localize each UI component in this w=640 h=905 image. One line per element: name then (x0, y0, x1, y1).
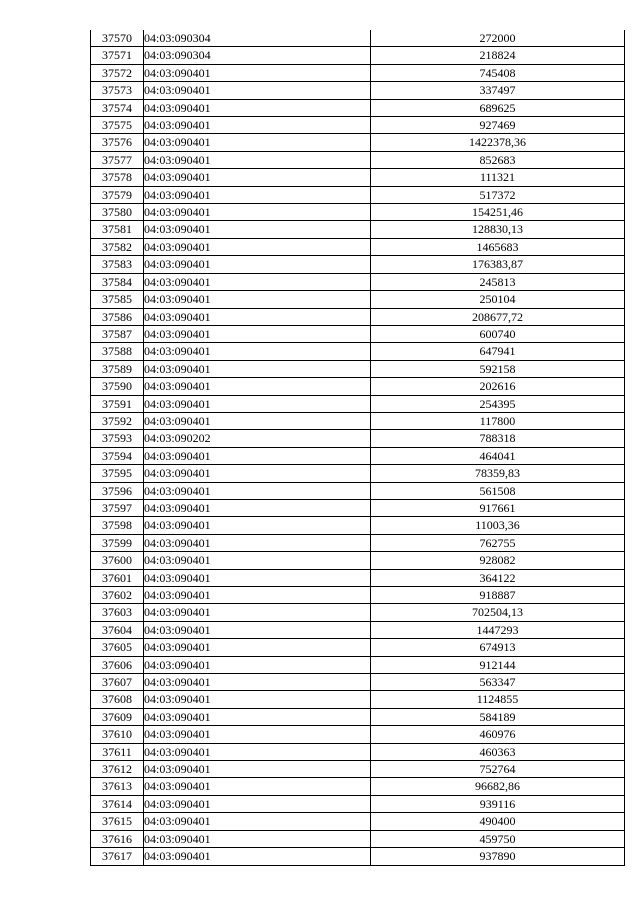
row-id-cell: 37602 (91, 587, 144, 604)
row-amount-cell: 117800 (371, 412, 625, 429)
table-row (91, 639, 625, 656)
table-row (91, 412, 625, 429)
row-amount-cell: 563347 (371, 674, 625, 691)
row-amount-cell: 912144 (371, 656, 625, 673)
row-amount-cell: 674913 (371, 639, 625, 656)
row-code-cell: 04:03:090202 (144, 430, 371, 447)
table-row (91, 447, 625, 464)
row-code-cell: 04:03:090401 (144, 569, 371, 586)
row-id-cell: 37594 (91, 447, 144, 464)
table-row (91, 430, 625, 447)
row-code-cell: 04:03:090401 (144, 761, 371, 778)
table-row (91, 691, 625, 708)
row-amount-cell: 250104 (371, 291, 625, 308)
row-code-cell: 04:03:090401 (144, 795, 371, 812)
table-row (91, 325, 625, 342)
row-amount-cell: 218824 (371, 47, 625, 64)
row-amount-cell: 208677,72 (371, 308, 625, 325)
table-row (91, 499, 625, 516)
row-amount-cell: 788318 (371, 430, 625, 447)
row-id-cell: 37598 (91, 517, 144, 534)
row-amount-cell: 745408 (371, 64, 625, 81)
table-row (91, 221, 625, 238)
row-code-cell: 04:03:090401 (144, 412, 371, 429)
row-code-cell: 04:03:090401 (144, 151, 371, 168)
row-amount-cell: 176383,87 (371, 256, 625, 273)
row-id-cell: 37575 (91, 117, 144, 134)
table-row (91, 621, 625, 638)
row-code-cell: 04:03:090401 (144, 813, 371, 830)
table-row (91, 587, 625, 604)
row-id-cell: 37612 (91, 761, 144, 778)
row-code-cell: 04:03:090401 (144, 465, 371, 482)
row-amount-cell: 937890 (371, 848, 625, 865)
row-amount-cell: 928082 (371, 552, 625, 569)
row-amount-cell: 939116 (371, 795, 625, 812)
table-row (91, 778, 625, 795)
row-amount-cell: 762755 (371, 534, 625, 551)
row-code-cell: 04:03:090401 (144, 308, 371, 325)
table-row (91, 99, 625, 116)
table-row (91, 204, 625, 221)
row-id-cell: 37578 (91, 169, 144, 186)
row-code-cell: 04:03:090401 (144, 639, 371, 656)
row-code-cell: 04:03:090401 (144, 604, 371, 621)
table-row (91, 343, 625, 360)
row-id-cell: 37608 (91, 691, 144, 708)
row-amount-cell: 202616 (371, 378, 625, 395)
table-row (91, 291, 625, 308)
row-code-cell: 04:03:090401 (144, 587, 371, 604)
row-id-cell: 37605 (91, 639, 144, 656)
row-amount-cell: 272000 (371, 30, 625, 47)
row-id-cell: 37613 (91, 778, 144, 795)
row-amount-cell: 154251,46 (371, 204, 625, 221)
table-row (91, 761, 625, 778)
row-code-cell: 04:03:090401 (144, 447, 371, 464)
row-amount-cell: 460363 (371, 743, 625, 760)
row-amount-cell: 96682,86 (371, 778, 625, 795)
row-amount-cell: 490400 (371, 813, 625, 830)
row-id-cell: 37579 (91, 186, 144, 203)
row-amount-cell: 1447293 (371, 621, 625, 638)
table-row (91, 308, 625, 325)
row-id-cell: 37572 (91, 64, 144, 81)
row-code-cell: 04:03:090401 (144, 830, 371, 847)
table-body (91, 30, 625, 865)
table-row (91, 47, 625, 64)
row-id-cell: 37587 (91, 325, 144, 342)
table-row (91, 360, 625, 377)
row-id-cell: 37584 (91, 273, 144, 290)
row-id-cell: 37576 (91, 134, 144, 151)
table-row (91, 465, 625, 482)
row-amount-cell: 852683 (371, 151, 625, 168)
row-amount-cell: 11003,36 (371, 517, 625, 534)
row-id-cell: 37583 (91, 256, 144, 273)
row-code-cell: 04:03:090401 (144, 186, 371, 203)
table-row (91, 743, 625, 760)
table-row (91, 569, 625, 586)
row-amount-cell: 460976 (371, 726, 625, 743)
row-code-cell: 04:03:090401 (144, 517, 371, 534)
row-code-cell: 04:03:090401 (144, 82, 371, 99)
row-id-cell: 37601 (91, 569, 144, 586)
row-code-cell: 04:03:090401 (144, 656, 371, 673)
row-code-cell: 04:03:090401 (144, 743, 371, 760)
row-amount-cell: 78359,83 (371, 465, 625, 482)
row-code-cell: 04:03:090401 (144, 482, 371, 499)
row-amount-cell: 464041 (371, 447, 625, 464)
table-row (91, 64, 625, 81)
table-row (91, 482, 625, 499)
row-id-cell: 37617 (91, 848, 144, 865)
row-amount-cell: 689625 (371, 99, 625, 116)
row-id-cell: 37599 (91, 534, 144, 551)
row-amount-cell: 128830,13 (371, 221, 625, 238)
table-row (91, 238, 625, 255)
row-amount-cell: 561508 (371, 482, 625, 499)
row-code-cell: 04:03:090401 (144, 708, 371, 725)
row-amount-cell: 517372 (371, 186, 625, 203)
row-id-cell: 37571 (91, 47, 144, 64)
row-id-cell: 37595 (91, 465, 144, 482)
row-code-cell: 04:03:090304 (144, 30, 371, 47)
row-id-cell: 37606 (91, 656, 144, 673)
row-amount-cell: 254395 (371, 395, 625, 412)
table-row (91, 848, 625, 865)
table-row (91, 169, 625, 186)
table-row (91, 813, 625, 830)
table-row (91, 273, 625, 290)
row-amount-cell: 702504,13 (371, 604, 625, 621)
row-id-cell: 37604 (91, 621, 144, 638)
row-id-cell: 37603 (91, 604, 144, 621)
table-row (91, 30, 625, 47)
row-amount-cell: 364122 (371, 569, 625, 586)
row-code-cell: 04:03:090401 (144, 99, 371, 116)
table-row (91, 552, 625, 569)
row-amount-cell: 584189 (371, 708, 625, 725)
row-code-cell: 04:03:090401 (144, 726, 371, 743)
row-code-cell: 04:03:090401 (144, 552, 371, 569)
table-row (91, 117, 625, 134)
row-amount-cell: 927469 (371, 117, 625, 134)
row-id-cell: 37586 (91, 308, 144, 325)
row-id-cell: 37573 (91, 82, 144, 99)
row-id-cell: 37592 (91, 412, 144, 429)
row-code-cell: 04:03:090401 (144, 238, 371, 255)
row-code-cell: 04:03:090401 (144, 291, 371, 308)
row-code-cell: 04:03:090401 (144, 778, 371, 795)
row-code-cell: 04:03:090401 (144, 325, 371, 342)
table-row (91, 134, 625, 151)
row-id-cell: 37615 (91, 813, 144, 830)
data-table (90, 30, 625, 866)
table-row (91, 795, 625, 812)
row-code-cell: 04:03:090401 (144, 169, 371, 186)
row-id-cell: 37577 (91, 151, 144, 168)
row-id-cell: 37609 (91, 708, 144, 725)
table-row (91, 534, 625, 551)
table-row (91, 378, 625, 395)
row-id-cell: 37596 (91, 482, 144, 499)
row-id-cell: 37591 (91, 395, 144, 412)
row-id-cell: 37616 (91, 830, 144, 847)
row-amount-cell: 647941 (371, 343, 625, 360)
row-amount-cell: 917661 (371, 499, 625, 516)
table-row (91, 395, 625, 412)
row-amount-cell: 459750 (371, 830, 625, 847)
row-code-cell: 04:03:090401 (144, 621, 371, 638)
row-amount-cell: 1422378,36 (371, 134, 625, 151)
table-row (91, 674, 625, 691)
row-id-cell: 37585 (91, 291, 144, 308)
table-row (91, 256, 625, 273)
row-id-cell: 37610 (91, 726, 144, 743)
row-code-cell: 04:03:090401 (144, 221, 371, 238)
row-id-cell: 37597 (91, 499, 144, 516)
row-code-cell: 04:03:090401 (144, 534, 371, 551)
row-amount-cell: 111321 (371, 169, 625, 186)
row-code-cell: 04:03:090401 (144, 256, 371, 273)
row-code-cell: 04:03:090401 (144, 378, 371, 395)
row-amount-cell: 592158 (371, 360, 625, 377)
table-row (91, 82, 625, 99)
row-code-cell: 04:03:090401 (144, 674, 371, 691)
row-amount-cell: 918887 (371, 587, 625, 604)
row-code-cell: 04:03:090401 (144, 117, 371, 134)
table-row (91, 656, 625, 673)
row-amount-cell: 600740 (371, 325, 625, 342)
row-id-cell: 37580 (91, 204, 144, 221)
row-amount-cell: 1124855 (371, 691, 625, 708)
row-code-cell: 04:03:090401 (144, 499, 371, 516)
row-id-cell: 37588 (91, 343, 144, 360)
row-id-cell: 37600 (91, 552, 144, 569)
row-id-cell: 37570 (91, 30, 144, 47)
row-id-cell: 37611 (91, 743, 144, 760)
row-id-cell: 37590 (91, 378, 144, 395)
row-id-cell: 37581 (91, 221, 144, 238)
row-code-cell: 04:03:090401 (144, 360, 371, 377)
row-code-cell: 04:03:090401 (144, 395, 371, 412)
row-code-cell: 04:03:090401 (144, 273, 371, 290)
table-row (91, 726, 625, 743)
row-id-cell: 37607 (91, 674, 144, 691)
row-code-cell: 04:03:090401 (144, 691, 371, 708)
row-id-cell: 37574 (91, 99, 144, 116)
table-row (91, 186, 625, 203)
row-code-cell: 04:03:090304 (144, 47, 371, 64)
row-code-cell: 04:03:090401 (144, 64, 371, 81)
row-id-cell: 37593 (91, 430, 144, 447)
table-row (91, 708, 625, 725)
row-amount-cell: 337497 (371, 82, 625, 99)
row-amount-cell: 1465683 (371, 238, 625, 255)
table-row (91, 830, 625, 847)
row-amount-cell: 245813 (371, 273, 625, 290)
row-id-cell: 37614 (91, 795, 144, 812)
row-id-cell: 37589 (91, 360, 144, 377)
row-code-cell: 04:03:090401 (144, 848, 371, 865)
table-row (91, 604, 625, 621)
row-code-cell: 04:03:090401 (144, 134, 371, 151)
table-row (91, 151, 625, 168)
table-row (91, 517, 625, 534)
row-code-cell: 04:03:090401 (144, 343, 371, 360)
row-amount-cell: 752764 (371, 761, 625, 778)
row-id-cell: 37582 (91, 238, 144, 255)
row-code-cell: 04:03:090401 (144, 204, 371, 221)
